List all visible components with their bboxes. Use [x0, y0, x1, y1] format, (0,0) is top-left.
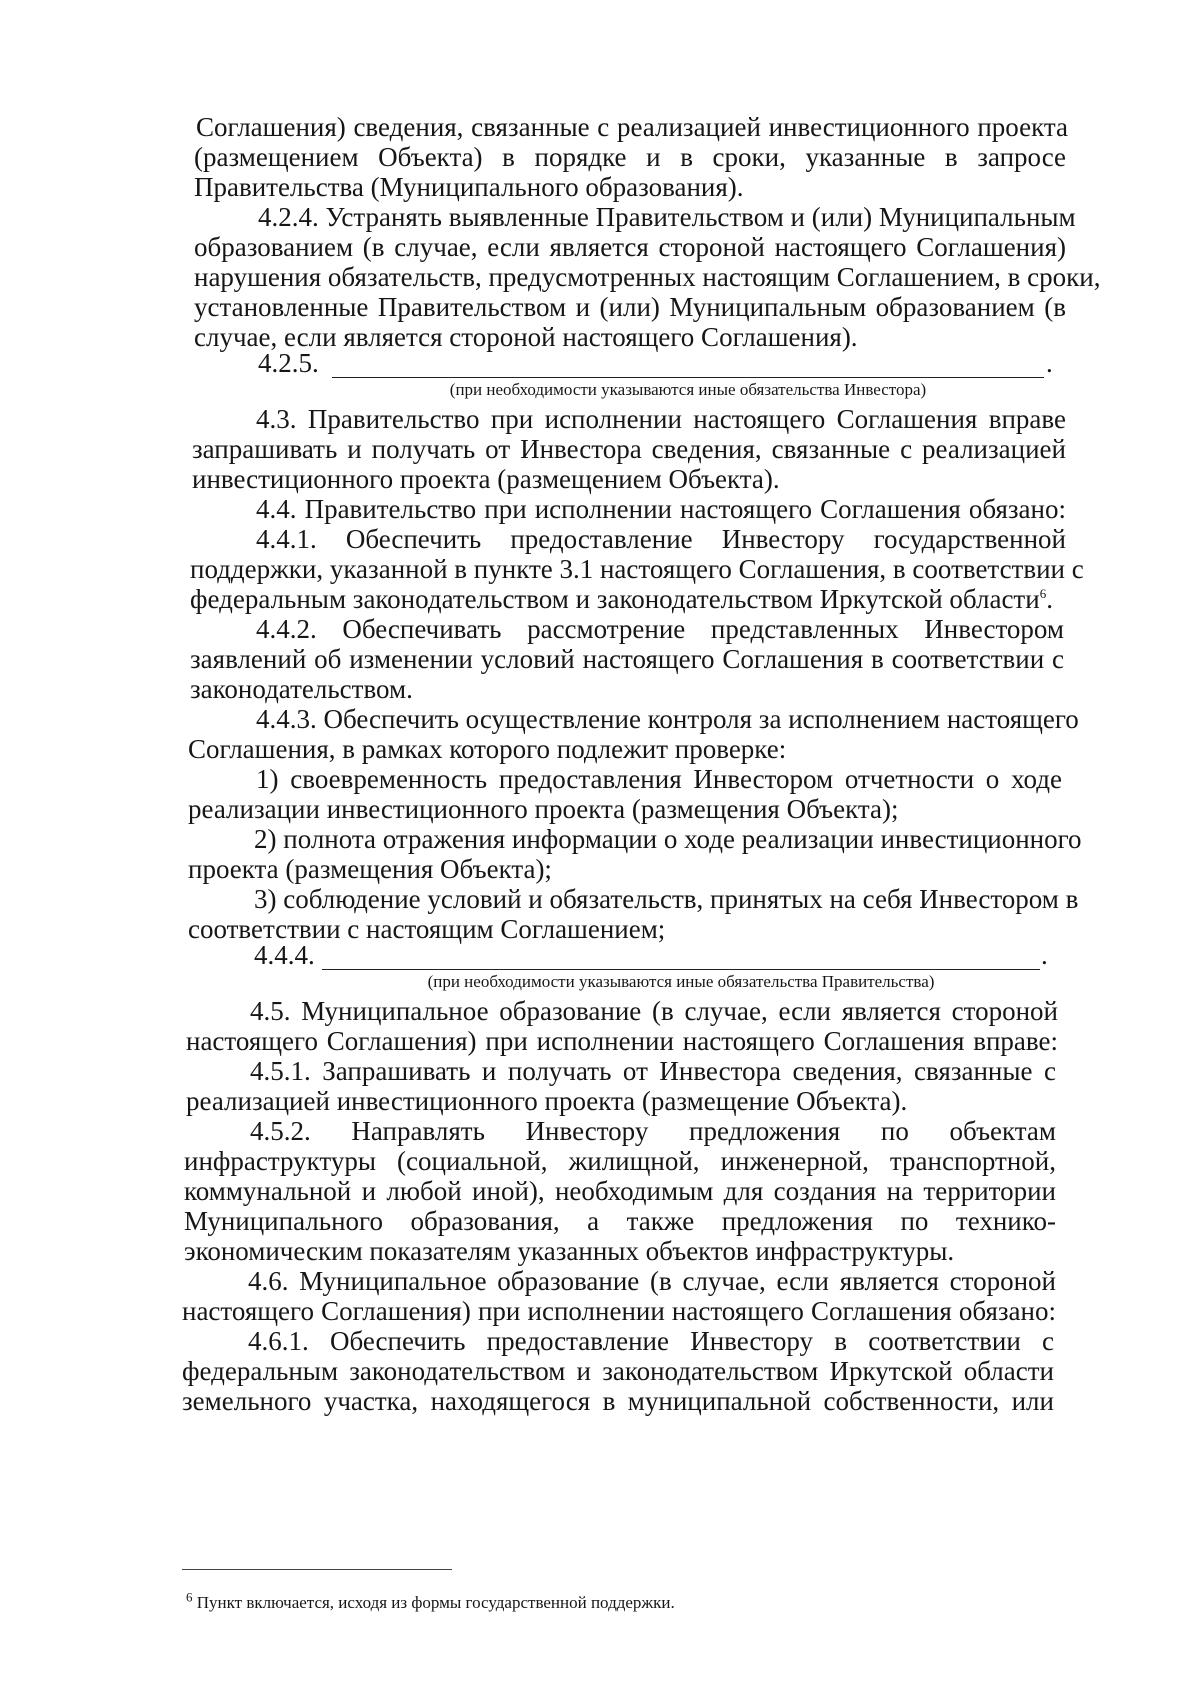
- paragraph-line: реализацией инвестиционного проекта (размещение Объекта).: [186, 1086, 908, 1116]
- paragraph-line: заявлений об изменении условий настоящего Соглашения в соответствии с: [190, 644, 1064, 674]
- paragraph-line: инфраструктуры (социальной, жилищной, инженерной, транспортной,: [184, 1146, 1056, 1176]
- footnote-text: Пункт включается, исходя из формы государственной поддержки.: [196, 1593, 675, 1612]
- footnote-reference: 6: [1039, 586, 1047, 601]
- paragraph-line: 4.6. Муниципальное образование (в случае, если является стороной: [248, 1266, 1056, 1296]
- blank-caption: (при необходимости указываются иные обязательства Правительства): [427, 972, 935, 991]
- paragraph-line: запрашивать и получать от Инвестора сведения, связанные с реализацией: [192, 434, 1066, 464]
- paragraph-line: земельного участка, находящегося в муниципальной собственности, или: [182, 1386, 1054, 1416]
- paragraph-line: коммунальной и любой иной), необходимым для создания на территории: [184, 1176, 1056, 1206]
- paragraph-line: 4.5.2. Направлять Инвестору предложения по объектам: [250, 1116, 1056, 1146]
- blank-line: [322, 969, 1040, 970]
- paragraph-line: Правительства (Муниципального образования).: [194, 172, 744, 202]
- list-item-line: 2) полнота отражения информации о ходе реализации инвестиционного: [254, 824, 1082, 854]
- list-item-line: реализации инвестиционного проекта (размещения Объекта);: [188, 794, 899, 824]
- paragraph-line: 4.4. Правительство при исполнении настоящего Соглашения обязано:: [256, 494, 1066, 524]
- clause-number: 4.2.5.: [258, 348, 319, 378]
- paragraph-line: настоящего Соглашения) при исполнении настоящего Соглашения обязано:: [182, 1296, 1056, 1326]
- paragraph-line: (размещением Объекта) в порядке и в сроки, указанные в запросе: [194, 142, 1066, 172]
- footnote-separator: [182, 1569, 452, 1570]
- paragraph-line: 4.3. Правительство при исполнении настоящего Соглашения вправе: [256, 404, 1066, 434]
- blank-caption: (при необходимости указываются иные обязательства Инвестора): [449, 380, 927, 399]
- footnote-marker: 6: [186, 1589, 193, 1605]
- paragraph-line: установленные Правительством и (или) Муниципальным образованием (в: [194, 292, 1066, 322]
- paragraph-line: законодательством.: [190, 674, 413, 704]
- list-item-line: 3) соблюдение условий и обязательств, принятых на себя Инвестором в: [254, 884, 1079, 914]
- paragraph-line: 4.2.4. Устранять выявленные Правительством и (или) Муниципальным: [258, 202, 1076, 232]
- paragraph-line: 4.4.3. Обеспечить осуществление контроля за исполнением настоящего: [256, 704, 1079, 734]
- paragraph-line: образованием (в случае, если является стороной настоящего Соглашения): [194, 232, 1066, 262]
- paragraph-line: 4.4.1. Обеспечить предоставление Инвестору государственной: [256, 524, 1066, 554]
- footnote: [186, 1589, 675, 1613]
- paragraph-line: 4.4.2. Обеспечивать рассмотрение представленных Инвестором: [256, 614, 1064, 644]
- blank-line: [332, 377, 1044, 378]
- paragraph-line: нарушения обязательств, предусмотренных настоящим Соглашением, в сроки,: [194, 262, 1101, 292]
- paragraph-line: инвестиционного проекта (размещением Объекта).: [192, 464, 780, 494]
- blank-end-dot: .: [1041, 940, 1048, 970]
- paragraph-line: 4.5. Муниципальное образование (в случае, если является стороной: [250, 996, 1058, 1026]
- list-item-line: 1) своевременность предоставления Инвестором отчетности о ходе: [256, 764, 1062, 794]
- paragraph-line: поддержки, указанной в пункте 3.1 настоящего Соглашения, в соответствии с: [190, 554, 1084, 584]
- paragraph-line: федеральным законодательством и законодательством Иркутской области$^6$.: [190, 584, 1053, 614]
- list-item-line: соответствии с настоящим Соглашением;: [188, 914, 666, 944]
- clause-number: 4.4.4.: [254, 940, 315, 970]
- paragraph-line: 4.5.1. Запрашивать и получать от Инвестора сведения, связанные с: [250, 1056, 1056, 1086]
- paragraph-line: Соглашения, в рамках которого подлежит проверке:: [188, 734, 787, 764]
- paragraph-line: 4.6.1. Обеспечить предоставление Инвестору в соответствии с: [248, 1326, 1054, 1356]
- list-item-line: проекта (размещения Объекта);: [188, 854, 552, 884]
- paragraph-line: случае, если является стороной настоящего Соглашения).: [194, 322, 858, 352]
- paragraph-line: экономическим показателям указанных объектов инфраструктуры.: [184, 1236, 955, 1266]
- blank-end-dot: .: [1046, 348, 1053, 378]
- paragraph-line: Муниципального образования, а также предложения по технико-: [184, 1206, 1056, 1236]
- paragraph-line: федеральным законодательством и законодательством Иркутской области: [182, 1356, 1054, 1386]
- paragraph-line: Соглашения) сведения, связанные с реализацией инвестиционного проекта: [196, 112, 1068, 142]
- paragraph-line: настоящего Соглашения) при исполнении настоящего Соглашения вправе:: [186, 1026, 1058, 1056]
